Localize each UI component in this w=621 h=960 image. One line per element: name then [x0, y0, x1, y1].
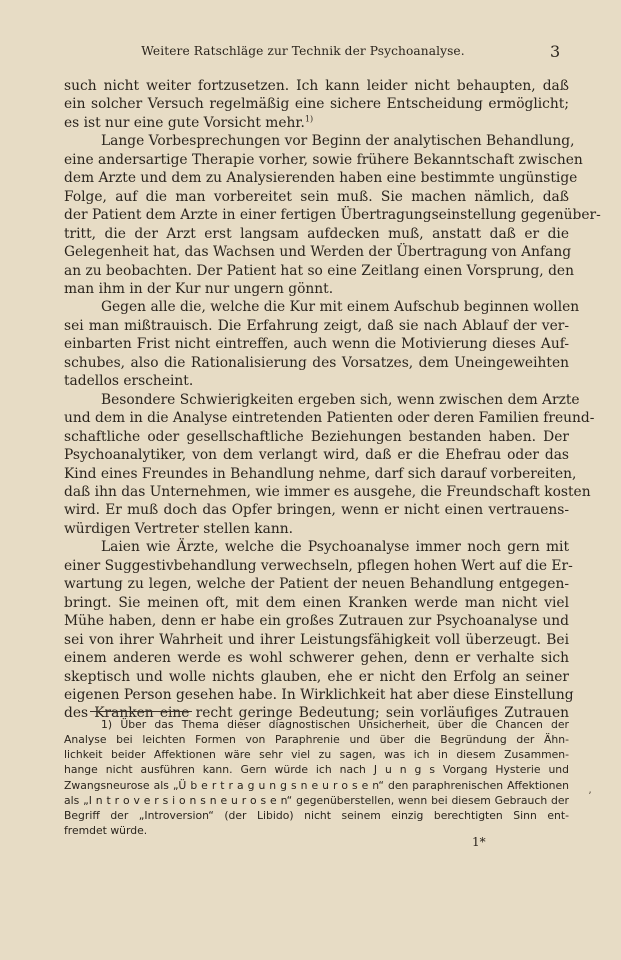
paragraph-1 — [64, 77, 569, 132]
text-line: ein solcher Versuch regelmäßig eine sichere Entscheidung ermöglicht; — [64, 96, 569, 113]
text-line: an zu beobachten. Der Patient hat so eine Zeitlang einen Vorsprung, den — [64, 262, 574, 279]
text-line: Lange Vorbesprechungen vor Beginn der analytischen Behandlung, — [101, 133, 575, 150]
text-line: einem anderen werde es wohl schwerer gehen, denn er verhalte sich — [64, 650, 569, 667]
text-line: schaftliche oder gesellschaftliche Beziehungen bestanden haben. Der — [64, 428, 569, 445]
running-title: Weitere Ratschläge zur Technik der Psychoanalyse. — [141, 44, 465, 58]
text-line: Folge, auf die man vorbereitet sein muß. Sie machen nämlich, daß — [64, 188, 569, 205]
footnote-divider — [90, 711, 192, 712]
text-line: des Kranken eine recht geringe Bedeutung; sein vorläufiges Zutrauen — [64, 705, 569, 722]
margin-mark: ʼ — [588, 791, 592, 802]
text-line: skeptisch und wolle nichts glauben, ehe er nicht den Erfolg an seiner — [64, 668, 569, 685]
text-line-fragment: es ist nur eine gute Vorsicht mehr. — [64, 114, 305, 131]
text-line: schubes, also die Rationalisierung des Vorsatzes, dem Uneingeweihten — [64, 354, 569, 371]
footnote-line: fremdet würde. — [64, 824, 148, 838]
text-line: Besondere Schwierigkeiten ergeben sich, wenn zwischen dem Arzte — [101, 391, 580, 408]
main-text — [64, 77, 601, 723]
footnote-line: hange nicht ausführen kann. Gern würde ich nach J u n g s Vorgang Hysterie und — [64, 763, 569, 777]
text-line: Laien wie Ärzte, welche die Psychoanalyse immer noch gern mit — [101, 539, 569, 556]
text-line: tadellos erscheint. — [64, 373, 194, 390]
text-line: wird. Er muß doch das Opfer bringen, wenn er nicht einen vertrauens- — [64, 502, 569, 519]
text-line: und dem in die Analyse eintretenden Patienten oder deren Familien freund- — [64, 410, 595, 427]
text-line: sei von ihrer Wahrheit und ihrer Leistungsfähigkeit voll überzeugt. Bei — [64, 631, 569, 648]
text-line: eigenen Person gesehen habe. In Wirklichkeit hat aber diese Einstellung — [64, 686, 574, 703]
footnote-line: 1) Über das Thema dieser diagnostischen Unsicherheit, über die Chancen der — [101, 718, 569, 731]
footnote-line: als „I n t r o v e r s i o n s n e u r o s e n“ gegenüberstellen, wenn bei diesem Gebrauch der — [64, 793, 569, 807]
footnote-line: Begriff der „Introversion“ (der Libido) nicht seinem einzig berechtigten Sinn ent- — [64, 808, 569, 822]
text-line: eine andersartige Therapie vorher, sowie frühere Bekanntschaft zwischen — [64, 151, 583, 168]
text-line: einbarten Frist nicht eintreffen, auch wenn die Motivierung dieses Auf- — [64, 336, 569, 353]
text-line: sei man mißtrauisch. Die Erfahrung zeigt, daß sie nach Ablauf der ver- — [64, 317, 569, 334]
text-line: dem Arzte und dem zu Analysierenden haben eine bestimmte ungünstige — [64, 170, 578, 187]
text-line: Psychoanalytiker, von dem verlangt wird, daß er die Ehefrau oder das — [64, 447, 569, 464]
text-line: einer Suggestivbehandlung verwechseln, pflegen hohen Wert auf die Er- — [64, 557, 573, 574]
paragraph-5 — [64, 538, 574, 723]
paragraph-4 — [64, 391, 595, 539]
paragraph-3 — [64, 298, 580, 390]
footnote-line: Zwangsneurose als „Ü b e r t r a g u n g s n e u r o s e n“ den paraphrenischen Affektionen — [64, 778, 569, 792]
text-line: Kind eines Freundes in Behandlung nehme, darf sich darauf vorbereiten, — [64, 465, 577, 482]
text-line: tritt, die der Arzt erst langsam aufdecken muß, anstatt daß er die — [64, 225, 569, 242]
text-line: wartung zu legen, welche der Patient der neuen Behandlung entgegen- — [64, 576, 569, 593]
text-line: Gelegenheit hat, das Wachsen und Werden der Übertragung von Anfang — [64, 244, 572, 261]
footnote-line: Analyse bei leichten Formen von Paraphrenie und über die Begründung der Ähn- — [64, 733, 569, 747]
footnote-line: lichkeit beider Affektionen wäre sehr viel zu sagen, was ich in diesem Zusammen- — [64, 748, 569, 762]
text-line: bringt. Sie meinen oft, mit dem einen Kranken werde man nicht viel — [64, 594, 569, 611]
text-line: würdigen Vertreter stellen kann. — [64, 520, 294, 537]
text-line: such nicht weiter fortzusetzen. Ich kann leider nicht behaupten, daß — [64, 78, 569, 94]
text-line — [64, 114, 569, 132]
text-line: der Patient dem Arzte in einer fertigen Übertragungseinstellung gegenüber- — [64, 207, 601, 224]
page-number: 3 — [550, 42, 561, 61]
text-line: Mühe haben, denn er habe ein großes Zutrauen zur Psychoanalyse und — [64, 613, 569, 630]
footnote — [64, 717, 569, 838]
paragraph-2 — [64, 132, 601, 298]
text-line: daß ihn das Unternehmen, wie immer es ausgehe, die Freundschaft kosten — [64, 483, 591, 500]
text-line: man ihm in der Kur nur ungern gönnt. — [64, 280, 334, 297]
signature-mark: 1* — [472, 835, 486, 849]
footnote-marker: 1) — [304, 114, 314, 124]
text-line: Gegen alle die, welche die Kur mit einem Aufschub beginnen wollen — [101, 299, 580, 316]
